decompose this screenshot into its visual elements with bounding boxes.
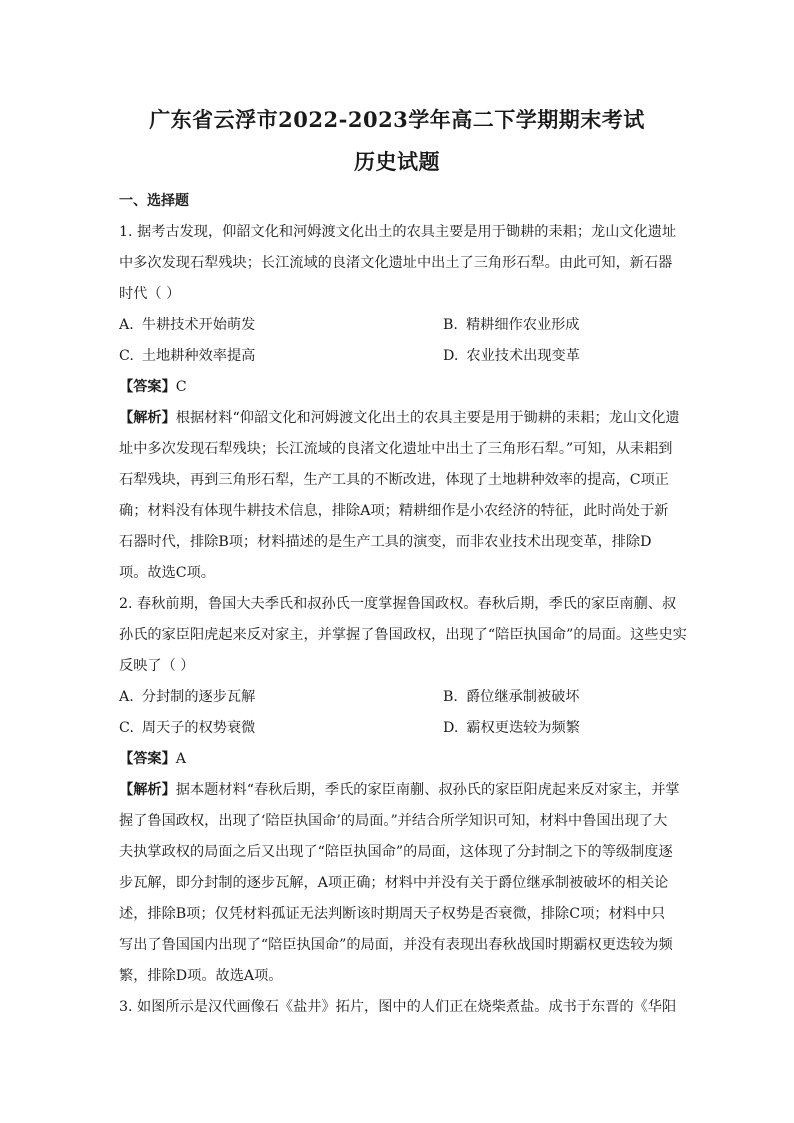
analysis-line: 址中多次发现石犁残块；长江流域的良渚文化遗址中出土了三角形石犁。”可知，从耒耜到 — [119, 441, 673, 457]
q2-options-row — [119, 713, 675, 744]
analysis-label: 【解析】 — [119, 410, 176, 426]
q1-stem-line: 时代（ ） — [119, 286, 181, 302]
analysis-line: 据本题材料“春秋后期，季氏的家臣南蒯、叔孙氏的家臣阳虎起来反对家主，并掌 — [175, 782, 680, 798]
q1-option-d: D. 农业技术出现变革 — [443, 348, 580, 364]
analysis-line: 繁，排除D项。故选A项。 — [119, 968, 283, 984]
question-3 — [119, 992, 675, 1023]
q3-stem-line: 3. 如图所示是汉代画像石《盐井》拓片，图中的人们正在烧柴煮盐。成书于东晋的《华阳 — [119, 999, 677, 1015]
analysis-line: 项。故选C项。 — [119, 565, 215, 581]
analysis-label: 【解析】 — [119, 782, 176, 798]
q2-option-a: A. 分封制的逐步瓦解 — [119, 689, 256, 705]
answer-label: 【答案】 — [119, 751, 176, 767]
q1-analysis — [119, 403, 680, 589]
question-1 — [119, 217, 680, 589]
q2-option-d: D. 霸权更迭较为频繁 — [443, 720, 580, 736]
analysis-line: 握了鲁国政权，出现了‘陪臣执国命’的局面。”并结合所学知识可知，材料中鲁国出现了大 — [119, 813, 668, 829]
q2-stem-line: 孙氏的家臣阳虎起来反对家主，并掌握了鲁国政权，出现了“陪臣执国命”的局面。这些史实 — [119, 627, 687, 643]
question-2 — [119, 589, 687, 992]
q2-option-b: B. 爵位继承制被破坏 — [443, 689, 580, 705]
analysis-line: 写出了鲁国国内出现了“陪臣执国命”的局面，并没有表现出春秋战国时期霸权更迭较为频 — [119, 937, 673, 953]
q2-stem-line: 反映了（ ） — [119, 658, 195, 674]
analysis-line: 石犁残块，再到三角形石犁，生产工具的不断改进，体现了土地耕种效率的提高，C项正 — [119, 472, 669, 488]
q2-answer — [119, 744, 675, 775]
q1-option-c: C. 土地耕种效率提高 — [119, 348, 256, 364]
q2-stem-line: 2. 春秋前期，鲁国大夫季氏和叔孙氏一度掌握鲁国政权。春秋后期，季氏的家臣南蒯、叔 — [119, 596, 677, 612]
exam-subtitle: 历史试题 — [354, 149, 440, 174]
analysis-line: 夫执掌政权的局面之后又出现了“陪臣执国命”的局面，这体现了分封制之下的等级制度逐 — [119, 844, 673, 860]
q1-options-row — [119, 310, 675, 341]
q1-option-a: A. 牛耕技术开始萌发 — [119, 317, 256, 333]
q2-option-c: C. 周天子的权势衰微 — [119, 720, 256, 736]
q2-analysis — [119, 775, 680, 992]
analysis-line: 根据材料“仰韶文化和河姆渡文化出土的农具主要是用于锄耕的耒耜；龙山文化遗 — [175, 410, 680, 426]
exam-title: 广东省云浮市2022-2023学年高二下学期期末考试 — [149, 107, 645, 132]
exam-content — [119, 186, 687, 1023]
q1-options-row — [119, 341, 675, 372]
answer-label: 【答案】 — [119, 379, 176, 395]
analysis-line: 石器时代，排除B项；材料描述的是生产工具的演变，而非农业技术出现变革，排除D — [119, 534, 652, 550]
analysis-line: 述，排除B项；仅凭材料孤证无法判断该时期周天子权势是否衰微，排除C项；材料中只 — [119, 906, 666, 922]
answer-value: C — [175, 379, 187, 395]
answer-value: A — [175, 751, 187, 767]
q1-option-b: B. 精耕细作农业形成 — [443, 317, 580, 333]
section-heading: 一、选择题 — [119, 193, 189, 209]
q2-options-row — [119, 682, 675, 713]
q1-stem-line: 1. 据考古发现，仰韶文化和河姆渡文化出土的农具主要是用于锄耕的耒耜；龙山文化遗址 — [119, 224, 677, 240]
analysis-line: 步瓦解，即分封制的逐步瓦解，A项正确；材料中并没有关于爵位继承制被破坏的相关论 — [119, 875, 669, 891]
q1-stem-line: 中多次发现石犁残块；长江流域的良渚文化遗址中出土了三角形石犁。由此可知，新石器 — [119, 255, 673, 271]
q1-answer — [119, 372, 675, 403]
analysis-line: 确；材料没有体现牛耕技术信息，排除A项；精耕细作是小农经济的特征，此时尚处于新 — [119, 503, 669, 519]
